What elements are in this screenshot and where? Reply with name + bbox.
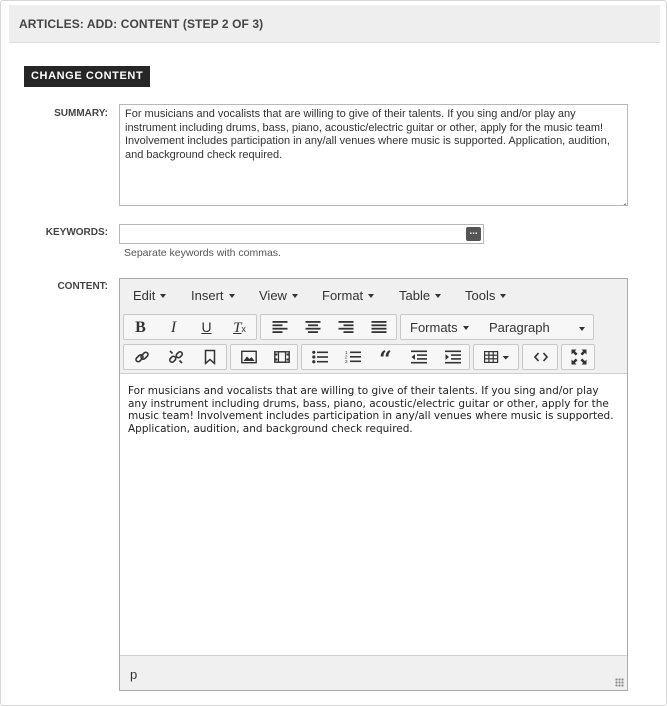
- editor-toolbar: [120, 312, 627, 374]
- formats-label: Formats: [410, 320, 458, 335]
- numbered-list-icon[interactable]: [336, 345, 369, 369]
- media-group: [230, 344, 298, 370]
- menu-view-label: View: [259, 288, 287, 303]
- format-select-group: [400, 314, 594, 340]
- svg-text:2: 2: [344, 354, 348, 360]
- editor-content-area[interactable]: [120, 375, 627, 657]
- svg-text:3: 3: [344, 359, 348, 364]
- rich-text-editor: [119, 278, 628, 691]
- source-code-icon[interactable]: [524, 345, 557, 369]
- chevron-down-icon: [463, 326, 469, 330]
- content-label: CONTENT:: [57, 281, 108, 292]
- list-group: [301, 344, 470, 373]
- chevron-down-icon: [579, 327, 585, 331]
- alignment-group: [260, 314, 397, 340]
- formats-dropdown[interactable]: [410, 320, 469, 335]
- bullet-list-icon[interactable]: [303, 345, 336, 369]
- link-group: [123, 344, 227, 370]
- editor-content-text: For musicians and vocalists that are willing to give of their talents. If you sing and/or play any instrument including drums, bass, piano, acoustic/electric guitar or other, apply for the music team! Involvement includes participation in any/all venues where music is supported. Application, audition, and background check required.: [128, 385, 614, 435]
- link-icon[interactable]: [125, 345, 158, 369]
- indent-icon[interactable]: [436, 345, 469, 369]
- menu-view[interactable]: [259, 288, 298, 303]
- align-justify-icon[interactable]: [362, 315, 395, 339]
- summary-text: For musicians and vocalists that are willing to give of their talents. If you sing and/or play any instrument including drums, bass, piano, acoustic/electric guitar or other, apply for the music team! Involvement includes participation in any/all venues where music is supported. Application, audition, and background check required.: [125, 108, 610, 161]
- menu-edit[interactable]: [133, 288, 166, 303]
- svg-text:1: 1: [344, 350, 348, 355]
- bold-icon[interactable]: B: [135, 319, 146, 336]
- page-header: [9, 5, 660, 43]
- element-path[interactable]: p: [130, 667, 138, 682]
- chevron-down-icon: [500, 294, 506, 298]
- menu-format[interactable]: [322, 288, 374, 303]
- resize-grip-icon[interactable]: [617, 195, 626, 204]
- resize-handle-icon[interactable]: [615, 678, 624, 687]
- block-format-label: Paragraph: [489, 320, 550, 335]
- menu-edit-label: Edit: [133, 288, 156, 303]
- table-icon[interactable]: [476, 345, 518, 369]
- page-title: ARTICLES: ADD: CONTENT (STEP 2 OF 3): [19, 17, 264, 31]
- bookmark-icon[interactable]: [193, 345, 226, 369]
- underline-icon[interactable]: U: [201, 319, 212, 335]
- keywords-label: KEYWORDS:: [45, 227, 108, 238]
- chevron-down-icon: [368, 294, 374, 298]
- change-content-button[interactable]: CHANGE CONTENT: [24, 66, 150, 87]
- menu-format-label: Format: [322, 288, 364, 303]
- keywords-help-text: Separate keywords with commas.: [124, 247, 281, 259]
- menu-insert[interactable]: [191, 288, 235, 303]
- summary-label: SUMMARY:: [54, 108, 108, 119]
- summary-textarea[interactable]: [119, 104, 628, 206]
- align-center-icon[interactable]: [296, 315, 329, 339]
- outdent-icon[interactable]: [402, 345, 435, 369]
- align-left-icon[interactable]: [263, 315, 296, 339]
- chevron-down-icon: [229, 294, 235, 298]
- keywords-input[interactable]: [119, 224, 484, 244]
- menu-table-label: Table: [399, 288, 431, 303]
- chevron-down-icon: [160, 294, 166, 298]
- blockquote-icon[interactable]: “: [379, 347, 392, 373]
- editor-menubar: [120, 279, 627, 312]
- editor-statusbar: [120, 655, 627, 690]
- unlink-icon[interactable]: [159, 345, 192, 369]
- chevron-down-icon: [435, 294, 441, 298]
- fullscreen-icon[interactable]: [562, 345, 595, 369]
- menu-table[interactable]: [399, 288, 441, 303]
- menu-tools-label: Tools: [465, 288, 496, 303]
- align-right-icon[interactable]: [329, 315, 362, 339]
- block-format-dropdown[interactable]: [489, 320, 589, 335]
- ellipsis-icon[interactable]: ...: [466, 227, 481, 241]
- italic-icon[interactable]: I: [170, 319, 177, 336]
- media-icon[interactable]: [265, 345, 298, 369]
- code-group: [522, 344, 558, 370]
- fullscreen-group: [561, 344, 595, 370]
- image-icon[interactable]: [232, 345, 265, 369]
- chevron-down-icon: [292, 294, 298, 298]
- text-style-group: [123, 314, 257, 340]
- menu-insert-label: Insert: [191, 288, 224, 303]
- menu-tools[interactable]: [465, 288, 506, 303]
- table-group: [473, 344, 519, 370]
- clear-formatting-icon[interactable]: Tx: [233, 320, 246, 336]
